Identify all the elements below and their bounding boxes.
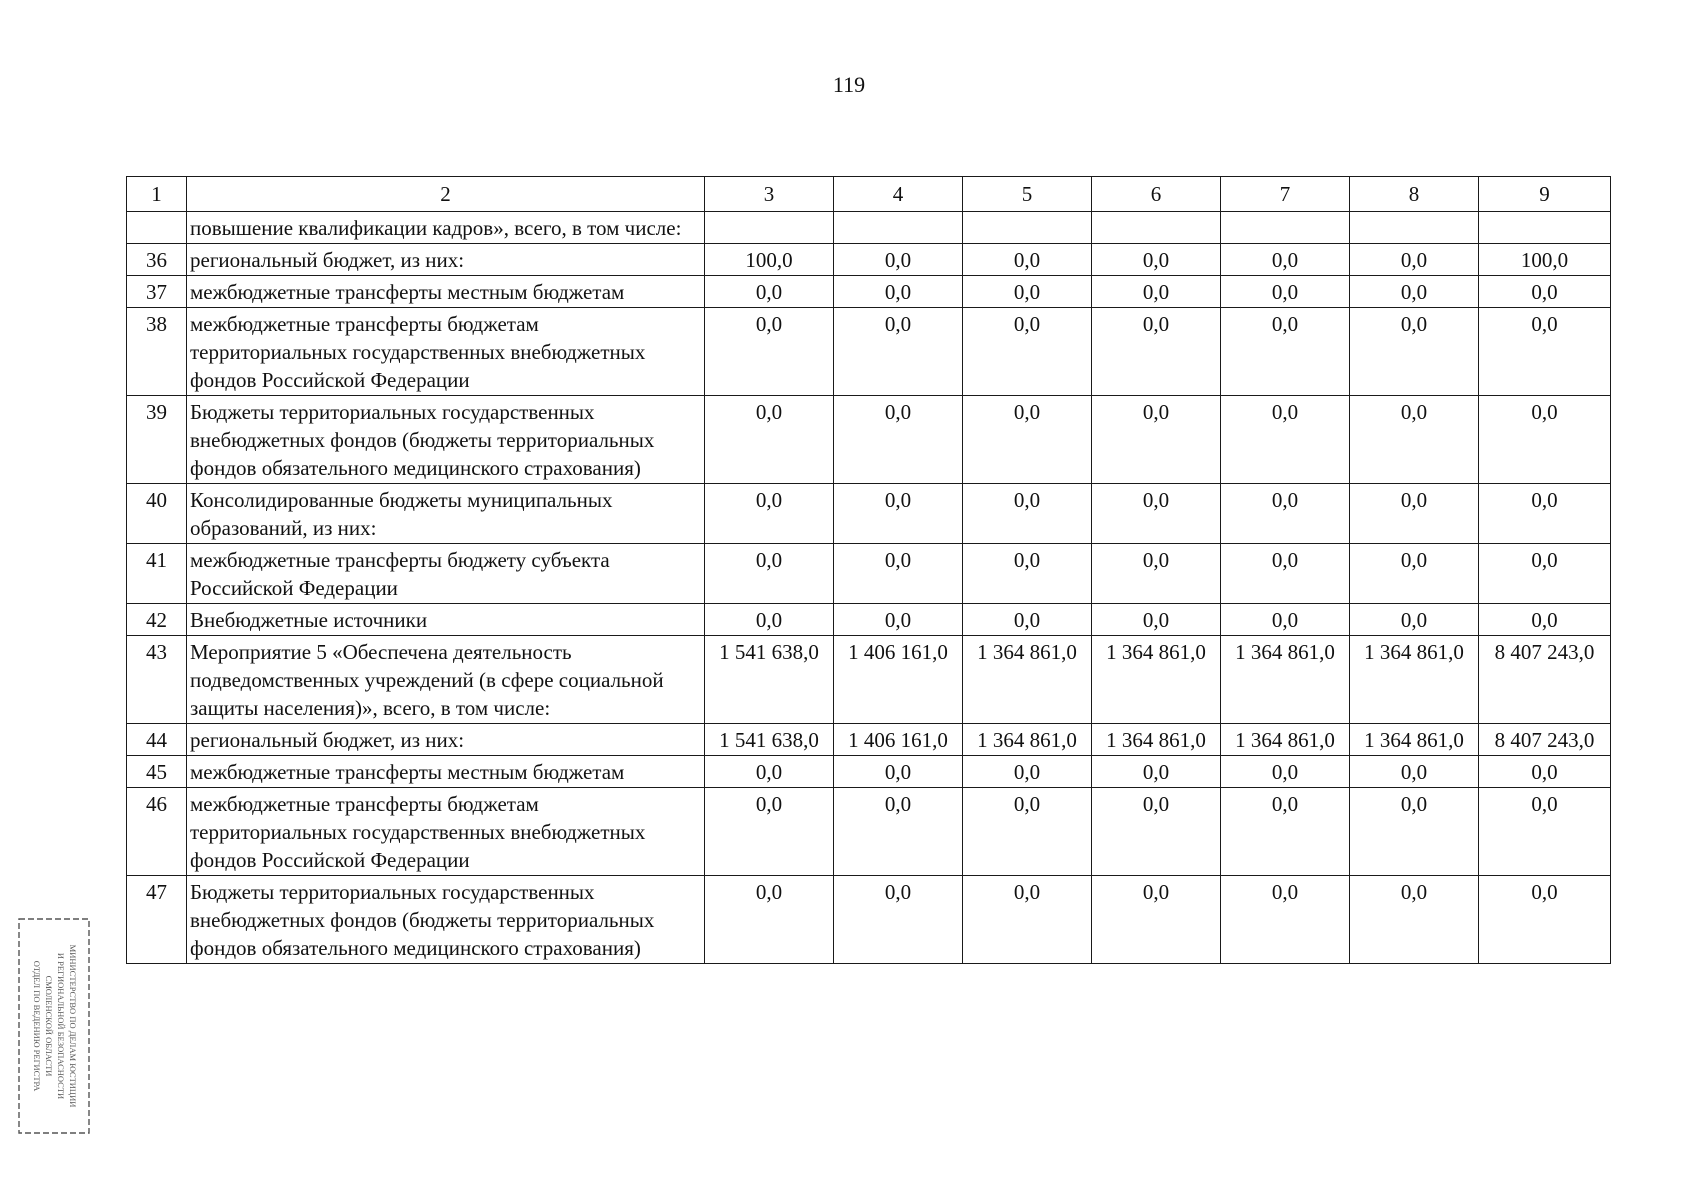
page-number: 119 [832, 72, 866, 97]
value-cell-col-4: 0,0 [834, 604, 963, 636]
value-cell-col-5: 0,0 [963, 604, 1092, 636]
row-number: 37 [127, 276, 187, 308]
value-cell-col-7: 0,0 [1221, 876, 1350, 964]
row-number: 36 [127, 244, 187, 276]
value-cell-col-8: 0,0 [1350, 544, 1479, 604]
row-description: Внебюджетные источники [187, 604, 705, 636]
value-cell-col-8: 0,0 [1350, 788, 1479, 876]
row-number: 38 [127, 308, 187, 396]
value-cell-col-3 [705, 212, 834, 244]
budget-table-container [126, 176, 1610, 964]
value-cell-col-7: 1 364 861,0 [1221, 636, 1350, 724]
value-cell-col-8: 0,0 [1350, 484, 1479, 544]
row-description: повышение квалификации кадров», всего, в том числе: [187, 212, 705, 244]
value-cell-col-6: 1 364 861,0 [1092, 636, 1221, 724]
row-number: 42 [127, 604, 187, 636]
svg-text:ОТДЕЛ ПО ВЕДЕНИЮ РЕГИСТРА: ОТДЕЛ ПО ВЕДЕНИЮ РЕГИСТРА [32, 960, 42, 1092]
value-cell-col-7: 0,0 [1221, 244, 1350, 276]
value-cell-col-8: 1 364 861,0 [1350, 724, 1479, 756]
value-cell-col-4: 0,0 [834, 544, 963, 604]
value-cell-col-7 [1221, 212, 1350, 244]
value-cell-col-4: 0,0 [834, 484, 963, 544]
value-cell-col-9: 0,0 [1479, 544, 1611, 604]
row-number: 40 [127, 484, 187, 544]
row-description: межбюджетные трансферты местным бюджетам [187, 276, 705, 308]
value-cell-col-3: 0,0 [705, 788, 834, 876]
value-cell-col-3: 0,0 [705, 396, 834, 484]
value-cell-col-5: 0,0 [963, 244, 1092, 276]
row-description: Консолидированные бюджеты муниципальных образований, из них: [187, 484, 705, 544]
value-cell-col-4: 0,0 [834, 788, 963, 876]
row-description: межбюджетные трансферты бюджетам территориальных государственных внебюджетных фондов Российской Федерации [187, 788, 705, 876]
row-description: Бюджеты территориальных государственных внебюджетных фондов (бюджеты территориальных фондов обязательного медицинского страхования) [187, 396, 705, 484]
value-cell-col-5: 0,0 [963, 308, 1092, 396]
value-cell-col-7: 0,0 [1221, 756, 1350, 788]
value-cell-col-7: 0,0 [1221, 484, 1350, 544]
value-cell-col-8: 0,0 [1350, 276, 1479, 308]
value-cell-col-6: 0,0 [1092, 604, 1221, 636]
value-cell-col-4: 0,0 [834, 756, 963, 788]
value-cell-col-5: 1 364 861,0 [963, 724, 1092, 756]
value-cell-col-5: 0,0 [963, 544, 1092, 604]
value-cell-col-5: 0,0 [963, 276, 1092, 308]
value-cell-col-4: 0,0 [834, 308, 963, 396]
value-cell-col-5 [963, 212, 1092, 244]
row-number: 46 [127, 788, 187, 876]
row-number: 47 [127, 876, 187, 964]
value-cell-col-6: 0,0 [1092, 788, 1221, 876]
value-cell-col-6: 0,0 [1092, 276, 1221, 308]
value-cell-col-8: 0,0 [1350, 876, 1479, 964]
value-cell-col-6: 0,0 [1092, 244, 1221, 276]
value-cell-col-8: 0,0 [1350, 396, 1479, 484]
row-description: межбюджетные трансферты местным бюджетам [187, 756, 705, 788]
value-cell-col-5: 0,0 [963, 396, 1092, 484]
value-cell-col-5: 1 364 861,0 [963, 636, 1092, 724]
value-cell-col-4: 1 406 161,0 [834, 724, 963, 756]
column-header: 2 [187, 177, 705, 212]
table-row [127, 396, 1611, 484]
column-header: 1 [127, 177, 187, 212]
value-cell-col-4: 0,0 [834, 244, 963, 276]
table-row [127, 484, 1611, 544]
column-header: 5 [963, 177, 1092, 212]
column-header: 9 [1479, 177, 1611, 212]
value-cell-col-3: 0,0 [705, 308, 834, 396]
value-cell-col-5: 0,0 [963, 484, 1092, 544]
registration-stamp [18, 918, 90, 1134]
value-cell-col-9: 0,0 [1479, 788, 1611, 876]
row-number: 41 [127, 544, 187, 604]
value-cell-col-9: 0,0 [1479, 756, 1611, 788]
value-cell-col-9: 0,0 [1479, 604, 1611, 636]
value-cell-col-6: 0,0 [1092, 756, 1221, 788]
row-description: межбюджетные трансферты бюджету субъекта Российской Федерации [187, 544, 705, 604]
value-cell-col-3: 1 541 638,0 [705, 636, 834, 724]
row-description: межбюджетные трансферты бюджетам территориальных государственных внебюджетных фондов Российской Федерации [187, 308, 705, 396]
value-cell-col-6: 1 364 861,0 [1092, 724, 1221, 756]
value-cell-col-7: 0,0 [1221, 544, 1350, 604]
value-cell-col-6: 0,0 [1092, 308, 1221, 396]
table-row [127, 724, 1611, 756]
table-row [127, 308, 1611, 396]
value-cell-col-3: 1 541 638,0 [705, 724, 834, 756]
budget-table [126, 176, 1611, 964]
row-description: региональный бюджет, из них: [187, 244, 705, 276]
table-row [127, 636, 1611, 724]
value-cell-col-8: 0,0 [1350, 308, 1479, 396]
value-cell-col-9: 0,0 [1479, 396, 1611, 484]
value-cell-col-6: 0,0 [1092, 396, 1221, 484]
value-cell-col-9: 0,0 [1479, 484, 1611, 544]
value-cell-col-5: 0,0 [963, 756, 1092, 788]
row-description: Мероприятие 5 «Обеспечена деятельность подведомственных учреждений (в сфере социальной защиты населения)», всего, в том числе: [187, 636, 705, 724]
column-header: 3 [705, 177, 834, 212]
value-cell-col-7: 0,0 [1221, 604, 1350, 636]
value-cell-col-3: 0,0 [705, 876, 834, 964]
table-row [127, 876, 1611, 964]
value-cell-col-9: 8 407 243,0 [1479, 636, 1611, 724]
svg-text:МИНИСТЕРСТВО ПО ДЕЛАМ ЮСТИЦИИ: МИНИСТЕРСТВО ПО ДЕЛАМ ЮСТИЦИИ [68, 944, 78, 1108]
value-cell-col-9: 0,0 [1479, 276, 1611, 308]
value-cell-col-3: 100,0 [705, 244, 834, 276]
svg-text:И РЕГИОНАЛЬНОЙ БЕЗОПАСНОСТИ: И РЕГИОНАЛЬНОЙ БЕЗОПАСНОСТИ [56, 952, 66, 1100]
value-cell-col-7: 1 364 861,0 [1221, 724, 1350, 756]
value-cell-col-8: 0,0 [1350, 244, 1479, 276]
value-cell-col-9 [1479, 212, 1611, 244]
budget-table-body [127, 212, 1611, 964]
value-cell-col-6: 0,0 [1092, 544, 1221, 604]
row-number: 39 [127, 396, 187, 484]
value-cell-col-8: 0,0 [1350, 604, 1479, 636]
value-cell-col-4: 1 406 161,0 [834, 636, 963, 724]
value-cell-col-8: 0,0 [1350, 756, 1479, 788]
value-cell-col-4: 0,0 [834, 876, 963, 964]
value-cell-col-3: 0,0 [705, 484, 834, 544]
table-row [127, 756, 1611, 788]
value-cell-col-6: 0,0 [1092, 484, 1221, 544]
value-cell-col-4: 0,0 [834, 276, 963, 308]
value-cell-col-9: 100,0 [1479, 244, 1611, 276]
value-cell-col-4 [834, 212, 963, 244]
value-cell-col-3: 0,0 [705, 276, 834, 308]
row-number: 44 [127, 724, 187, 756]
value-cell-col-7: 0,0 [1221, 788, 1350, 876]
value-cell-col-9: 0,0 [1479, 308, 1611, 396]
value-cell-col-6 [1092, 212, 1221, 244]
value-cell-col-5: 0,0 [963, 876, 1092, 964]
value-cell-col-9: 8 407 243,0 [1479, 724, 1611, 756]
column-header: 7 [1221, 177, 1350, 212]
value-cell-col-8 [1350, 212, 1479, 244]
table-row [127, 788, 1611, 876]
value-cell-col-7: 0,0 [1221, 396, 1350, 484]
value-cell-col-8: 1 364 861,0 [1350, 636, 1479, 724]
value-cell-col-3: 0,0 [705, 544, 834, 604]
svg-text:СМОЛЕНСКОЙ ОБЛАСТИ: СМОЛЕНСКОЙ ОБЛАСТИ [44, 975, 54, 1077]
table-row [127, 244, 1611, 276]
table-row [127, 544, 1611, 604]
row-number [127, 212, 187, 244]
column-header: 4 [834, 177, 963, 212]
table-row [127, 212, 1611, 244]
value-cell-col-7: 0,0 [1221, 308, 1350, 396]
value-cell-col-3: 0,0 [705, 604, 834, 636]
value-cell-col-4: 0,0 [834, 396, 963, 484]
value-cell-col-3: 0,0 [705, 756, 834, 788]
table-row [127, 604, 1611, 636]
value-cell-col-6: 0,0 [1092, 876, 1221, 964]
column-number-header-row [127, 177, 1611, 212]
row-number: 43 [127, 636, 187, 724]
row-description: региональный бюджет, из них: [187, 724, 705, 756]
column-header: 6 [1092, 177, 1221, 212]
table-row [127, 276, 1611, 308]
column-header: 8 [1350, 177, 1479, 212]
row-number: 45 [127, 756, 187, 788]
row-description: Бюджеты территориальных государственных внебюджетных фондов (бюджеты территориальных фондов обязательного медицинского страхования) [187, 876, 705, 964]
value-cell-col-7: 0,0 [1221, 276, 1350, 308]
value-cell-col-5: 0,0 [963, 788, 1092, 876]
value-cell-col-9: 0,0 [1479, 876, 1611, 964]
